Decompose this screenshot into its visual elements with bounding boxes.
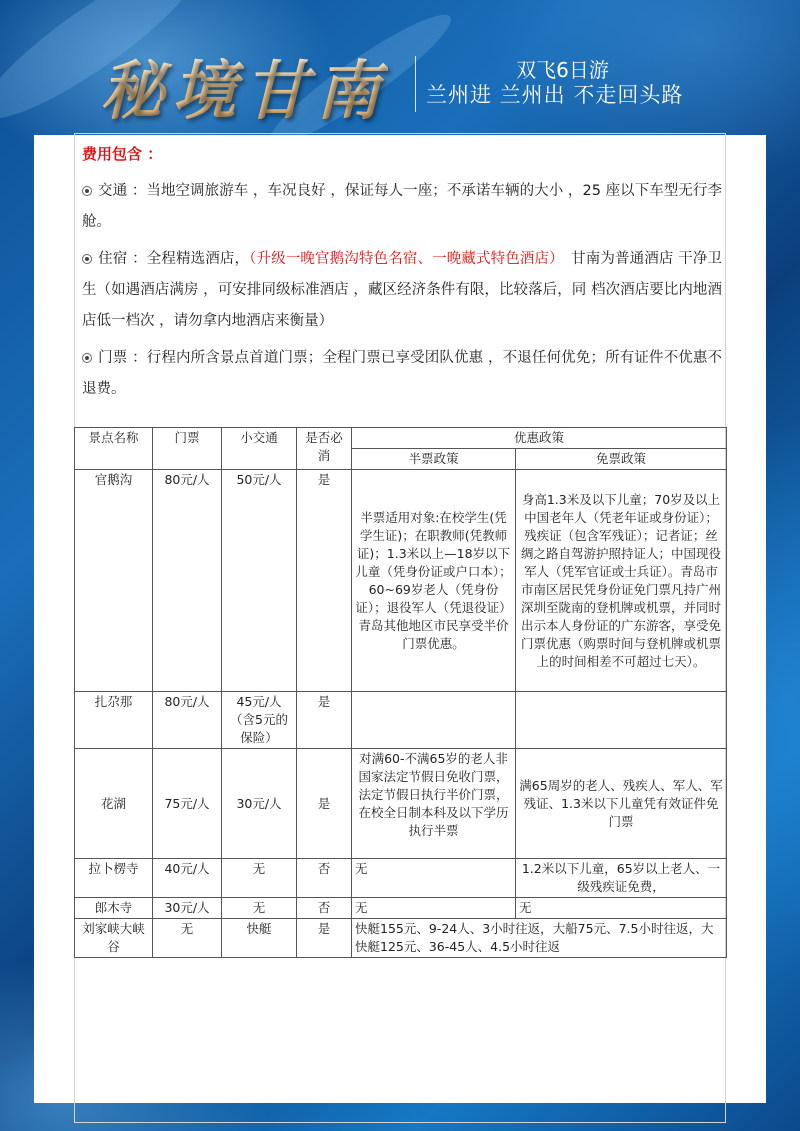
fee-hotel-highlight: （升级一晚官鹅沟特色名宿、一晚藏式特色酒店） bbox=[249, 251, 557, 267]
cell-ticket: 无 bbox=[153, 919, 222, 958]
fees-heading: 费用包含 ： bbox=[82, 145, 163, 163]
scenic-spot-table bbox=[74, 427, 727, 958]
header-name: 景点名称 bbox=[75, 428, 153, 470]
cell-free-policy: 满65周岁的老人、残疾人、军人、军残证、1.3米以下儿童凭有效证件免门票 bbox=[516, 749, 727, 859]
table-row bbox=[75, 859, 727, 898]
header-free: 免票政策 bbox=[516, 449, 727, 470]
cell-mandatory: 是 bbox=[297, 470, 352, 692]
header-discount: 优惠政策 bbox=[352, 428, 727, 449]
table-row bbox=[75, 749, 727, 859]
cell-ticket: 30元/人 bbox=[153, 898, 222, 919]
cell-half-policy bbox=[352, 692, 516, 749]
cell-ticket: 75元/人 bbox=[153, 749, 222, 859]
fee-transport-text: 交通 ：当地空调旅游车 ，车况良好 ，保证每人一座；不承诺车辆的大小 ，25 座以下车型无行李舱。 bbox=[82, 183, 722, 230]
cell-transport: 无 bbox=[222, 898, 297, 919]
cell-name: 花湖 bbox=[75, 749, 153, 859]
header-transport: 小交通 bbox=[222, 428, 297, 470]
cell-mandatory: 是 bbox=[297, 692, 352, 749]
table-row bbox=[75, 898, 727, 919]
cell-half-policy: 无 bbox=[352, 898, 516, 919]
header-half: 半票政策 bbox=[352, 449, 516, 470]
cell-free-policy: 身高1.3米及以下儿童；70岁及以上中国老年人（凭老年证或身份证）；残疾证（包含军残证）；记者证；丝绸之路自驾游护照持证人；中国现役军人（凭军官证或士兵证）。青岛市市南区居民凭身份证免门票凡持广州深圳至陇南的登机牌或机票，并同时出示本人身份证的广东游客，享受免门票优惠（购票时间与登机牌或机票上的时间相差不可超过七天）。 bbox=[516, 470, 727, 692]
cell-name: 拉卜楞寺 bbox=[75, 859, 153, 898]
cell-transport: 45元/人（含5元的保险） bbox=[222, 692, 297, 749]
table-row bbox=[75, 919, 727, 958]
fee-hotel-suffix: 甘南为普通酒店 干净卫生（如遇酒店满房 ，可安排同级标准酒店 ，藏区经济条件有限，比较落后，同 档次酒店要比内地酒店低一档次 ，请勿拿内地酒店来衡量） bbox=[82, 251, 723, 329]
cell-mandatory: 是 bbox=[297, 919, 352, 958]
header-ticket: 门票 bbox=[153, 428, 222, 470]
cell-mandatory: 否 bbox=[297, 859, 352, 898]
cell-name: 刘家峡大峡谷 bbox=[75, 919, 153, 958]
fee-hotel-prefix: 住宿 ：全程精选酒店， bbox=[98, 251, 250, 267]
bullet-icon bbox=[82, 254, 92, 264]
cell-merged-policy: 快艇155元、9-24人、3小时往返，大船75元、7.5小时往返，大快艇125元、36-45人、4.5小时往返 bbox=[352, 919, 727, 958]
fee-ticket-text: 门票 ：行程内所含景点首道门票；全程门票已享受团队优惠 ，不退任何优免；所有证件不优惠不退费。 bbox=[82, 350, 722, 397]
cell-name: 郎木寺 bbox=[75, 898, 153, 919]
table-row bbox=[75, 470, 727, 692]
banner bbox=[0, 0, 800, 135]
fee-item-ticket bbox=[82, 343, 722, 405]
cell-ticket: 40元/人 bbox=[153, 859, 222, 898]
cell-transport: 无 bbox=[222, 859, 297, 898]
banner-divider bbox=[415, 56, 416, 112]
table-header-row bbox=[75, 428, 727, 449]
cell-free-policy: 无 bbox=[516, 898, 727, 919]
cell-half-policy: 半票适用对象:在校学生(凭学生证)；在职教师(凭教师证)；1.3米以上—18岁以下儿童（凭身份证或户口本）；60~69岁老人（凭身份证）；退役军人（凭退役证）青岛其他地区市民享受半价门票优惠。 bbox=[352, 470, 516, 692]
cell-transport: 30元/人 bbox=[222, 749, 297, 859]
fees-section bbox=[82, 142, 722, 411]
bullet-icon bbox=[82, 186, 92, 196]
banner-title: 秘境甘南 bbox=[100, 40, 388, 132]
banner-subtitle-route: 兰州进 兰州出 不走回头路 bbox=[426, 83, 684, 107]
table-row bbox=[75, 692, 727, 749]
cell-name: 扎尕那 bbox=[75, 692, 153, 749]
cell-free-policy bbox=[516, 692, 727, 749]
fee-item-hotel bbox=[82, 244, 722, 337]
bullet-icon bbox=[82, 353, 92, 363]
cell-free-policy: 1.2米以下儿童，65岁以上老人、一级残疾证免费， bbox=[516, 859, 727, 898]
cell-name: 官鹅沟 bbox=[75, 470, 153, 692]
banner-subtitle-days: 双飞6日游 bbox=[516, 58, 609, 82]
cell-half-policy: 无 bbox=[352, 859, 516, 898]
cell-half-policy: 对满60-不满65岁的老人非国家法定节假日免收门票，法定节假日执行半价门票，在校全日制本科及以下学历执行半票 bbox=[352, 749, 516, 859]
fee-item-transport bbox=[82, 176, 722, 238]
cell-transport: 50元/人 bbox=[222, 470, 297, 692]
cell-transport: 快艇 bbox=[222, 919, 297, 958]
cell-ticket: 80元/人 bbox=[153, 692, 222, 749]
cell-mandatory: 否 bbox=[297, 898, 352, 919]
cell-mandatory: 是 bbox=[297, 749, 352, 859]
cell-ticket: 80元/人 bbox=[153, 470, 222, 692]
header-mandatory: 是否必消 bbox=[297, 428, 352, 470]
